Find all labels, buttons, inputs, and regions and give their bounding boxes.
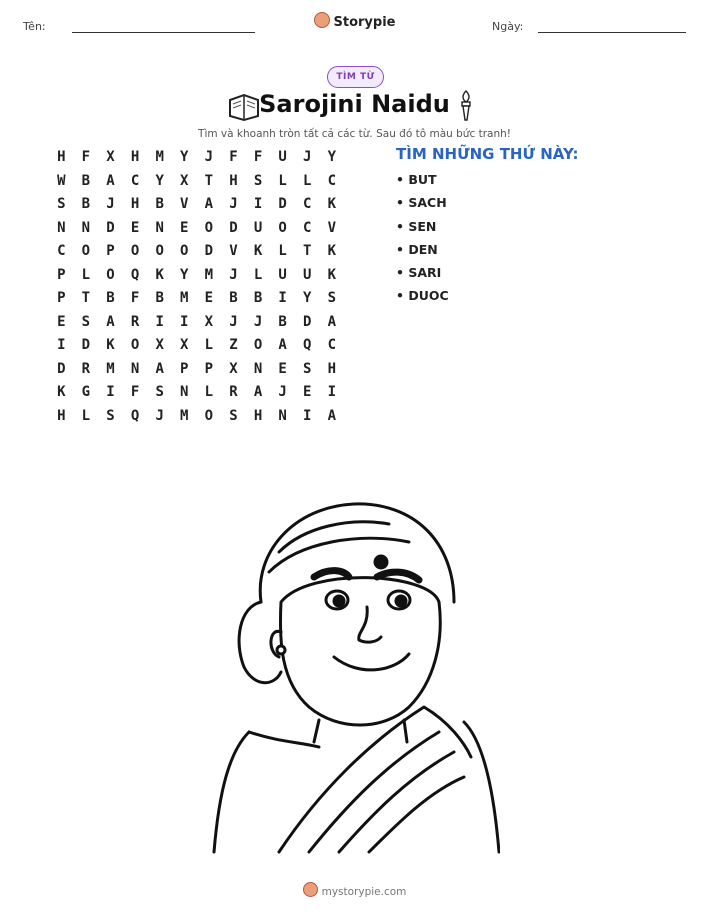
grid-letter[interactable]: J bbox=[303, 149, 312, 165]
grid-letter[interactable]: J bbox=[106, 196, 115, 212]
grid-letter[interactable]: I bbox=[155, 313, 164, 330]
grid-letter[interactable]: J bbox=[204, 149, 214, 165]
grid-letter[interactable]: L bbox=[278, 243, 287, 259]
grid-letter[interactable]: T bbox=[303, 243, 312, 259]
grid-letter[interactable]: C bbox=[57, 243, 66, 259]
grid-letter[interactable]: S bbox=[81, 313, 91, 330]
grid-letter[interactable]: V bbox=[180, 196, 189, 212]
grid-letter[interactable]: U bbox=[278, 149, 287, 165]
grid-letter[interactable]: X bbox=[180, 337, 189, 353]
grid-row bbox=[49, 218, 344, 242]
grid-letter[interactable]: E bbox=[57, 313, 66, 330]
grid-letter[interactable]: H bbox=[57, 149, 66, 165]
grid-letter[interactable]: R bbox=[229, 384, 238, 400]
word-item: • DEN bbox=[396, 241, 438, 257]
grid-letter[interactable]: N bbox=[180, 384, 189, 400]
grid-letter[interactable]: U bbox=[303, 266, 312, 283]
grid-letter[interactable]: K bbox=[57, 384, 66, 400]
footer-url[interactable]: mystorypie.com bbox=[321, 886, 407, 898]
grid-letter[interactable]: H bbox=[57, 407, 66, 424]
grid-letter[interactable]: N bbox=[155, 219, 164, 236]
grid-letter[interactable]: L bbox=[204, 337, 214, 353]
grid-letter[interactable]: I bbox=[253, 196, 263, 212]
grid-letter[interactable]: L bbox=[204, 384, 214, 400]
grid-letter[interactable]: M bbox=[155, 149, 164, 165]
grid-letter[interactable]: H bbox=[327, 360, 337, 377]
grid-letter[interactable]: R bbox=[130, 313, 140, 330]
grid-letter[interactable]: X bbox=[106, 149, 115, 165]
grid-letter[interactable]: O bbox=[180, 243, 189, 259]
grid-letter[interactable]: D bbox=[57, 360, 66, 377]
grid-letter[interactable]: S bbox=[253, 172, 263, 189]
grid-letter[interactable]: J bbox=[253, 313, 263, 330]
grid-letter[interactable]: C bbox=[303, 219, 312, 236]
grid-letter[interactable]: X bbox=[155, 337, 164, 353]
grid-letter[interactable]: M bbox=[204, 266, 214, 283]
grid-letter[interactable]: Q bbox=[303, 337, 312, 353]
word-item: • SACH bbox=[396, 195, 447, 211]
grid-letter[interactable]: D bbox=[303, 313, 312, 330]
grid-letter[interactable]: E bbox=[130, 219, 140, 236]
grid-letter[interactable]: M bbox=[106, 360, 115, 377]
grid-letter[interactable]: A bbox=[106, 313, 115, 330]
grid-letter[interactable]: C bbox=[327, 172, 337, 189]
grid-letter[interactable]: A bbox=[327, 313, 337, 330]
grid-letter[interactable]: L bbox=[278, 172, 287, 189]
grid-letter[interactable]: V bbox=[229, 243, 238, 259]
grid-letter[interactable]: O bbox=[278, 219, 287, 236]
grid-row bbox=[49, 194, 344, 218]
grid-letter[interactable]: Q bbox=[130, 407, 140, 424]
grid-letter[interactable]: P bbox=[180, 360, 189, 377]
word-item: • SEN bbox=[396, 218, 437, 234]
grid-letter[interactable]: X bbox=[180, 172, 189, 189]
grid-letter[interactable]: J bbox=[229, 196, 238, 212]
word-item: • SARI bbox=[396, 265, 442, 281]
torch-icon bbox=[457, 90, 475, 122]
grid-letter[interactable]: N bbox=[57, 219, 66, 236]
grid-letter[interactable]: L bbox=[81, 266, 91, 283]
grid-letter[interactable]: A bbox=[253, 384, 263, 400]
grid-letter[interactable]: T bbox=[81, 290, 91, 306]
grid-letter[interactable]: O bbox=[130, 243, 140, 259]
grid-letter[interactable]: I bbox=[57, 337, 66, 353]
grid-letter[interactable]: S bbox=[229, 407, 238, 424]
grid-letter[interactable]: D bbox=[106, 219, 115, 236]
grid-letter[interactable]: O bbox=[155, 243, 164, 259]
word-search-grid[interactable] bbox=[49, 147, 344, 429]
grid-letter[interactable]: B bbox=[278, 313, 287, 330]
grid-letter[interactable]: Z bbox=[229, 337, 238, 353]
grid-letter[interactable]: K bbox=[327, 243, 337, 259]
coloring-illustration[interactable] bbox=[209, 492, 500, 854]
grid-letter[interactable]: O bbox=[81, 243, 91, 259]
page-title: Sarojini Naidu bbox=[259, 90, 450, 118]
grid-letter[interactable]: R bbox=[81, 360, 91, 377]
grid-letter[interactable]: S bbox=[57, 196, 66, 212]
grid-letter[interactable]: D bbox=[278, 196, 287, 212]
grid-letter[interactable]: G bbox=[81, 384, 91, 400]
activity-badge: TÌM TỪ bbox=[327, 66, 384, 88]
grid-letter[interactable]: L bbox=[81, 407, 91, 424]
grid-letter[interactable]: J bbox=[155, 407, 164, 424]
grid-letter[interactable]: E bbox=[204, 290, 214, 306]
grid-letter[interactable]: J bbox=[278, 384, 287, 400]
word-item: • DUOC bbox=[396, 288, 449, 304]
word-list-title: TÌM NHỮNG THỨ NÀY: bbox=[396, 145, 579, 163]
grid-letter[interactable]: Q bbox=[130, 266, 140, 283]
grid-letter[interactable]: H bbox=[253, 407, 263, 424]
grid-letter[interactable]: I bbox=[278, 290, 287, 306]
grid-row bbox=[49, 359, 344, 383]
word-list bbox=[396, 172, 449, 312]
grid-letter[interactable]: J bbox=[229, 313, 238, 330]
grid-letter[interactable]: Y bbox=[303, 290, 312, 306]
grid-letter[interactable]: C bbox=[303, 196, 312, 212]
grid-letter[interactable]: Y bbox=[155, 172, 164, 189]
grid-letter[interactable]: N bbox=[81, 219, 91, 236]
grid-letter[interactable]: X bbox=[204, 313, 214, 330]
grid-letter[interactable]: A bbox=[204, 196, 214, 212]
grid-letter[interactable]: S bbox=[303, 360, 312, 377]
grid-letter[interactable]: O bbox=[130, 337, 140, 353]
date-field-line[interactable] bbox=[538, 32, 686, 33]
grid-letter[interactable]: N bbox=[278, 407, 287, 424]
grid-letter[interactable]: L bbox=[303, 172, 312, 189]
grid-letter[interactable]: D bbox=[204, 243, 214, 259]
grid-letter[interactable]: K bbox=[253, 243, 263, 259]
grid-letter[interactable]: P bbox=[106, 243, 115, 259]
grid-row bbox=[49, 335, 344, 359]
grid-letter[interactable]: K bbox=[327, 266, 337, 283]
name-field-line[interactable] bbox=[72, 32, 255, 33]
grid-letter[interactable]: B bbox=[81, 172, 91, 189]
grid-letter[interactable]: V bbox=[327, 219, 337, 236]
grid-row bbox=[49, 265, 344, 289]
grid-row bbox=[49, 382, 344, 406]
grid-letter[interactable]: J bbox=[229, 266, 238, 283]
grid-row bbox=[49, 241, 344, 265]
grid-letter[interactable]: Y bbox=[180, 149, 189, 165]
word-item: • BUT bbox=[396, 172, 437, 187]
name-label: Tên: bbox=[23, 20, 46, 33]
grid-letter[interactable]: Y bbox=[327, 149, 337, 165]
grid-letter[interactable]: M bbox=[180, 290, 189, 306]
grid-letter[interactable]: B bbox=[253, 290, 263, 306]
grid-letter[interactable]: E bbox=[180, 219, 189, 236]
brand bbox=[0, 12, 709, 30]
grid-letter[interactable]: P bbox=[204, 360, 214, 377]
grid-letter[interactable]: I bbox=[327, 384, 337, 400]
grid-letter[interactable]: B bbox=[81, 196, 91, 212]
grid-row bbox=[49, 406, 344, 430]
grid-letter[interactable]: F bbox=[130, 290, 140, 306]
grid-letter[interactable]: I bbox=[106, 384, 115, 400]
grid-letter[interactable]: F bbox=[229, 149, 238, 165]
grid-letter[interactable]: M bbox=[180, 407, 189, 424]
grid-letter[interactable]: L bbox=[253, 266, 263, 283]
grid-letter[interactable]: E bbox=[303, 384, 312, 400]
grid-row bbox=[49, 312, 344, 336]
grid-letter[interactable]: A bbox=[327, 407, 337, 424]
grid-letter[interactable]: F bbox=[253, 149, 263, 165]
grid-letter[interactable]: P bbox=[57, 290, 66, 306]
grid-letter[interactable]: I bbox=[180, 313, 189, 330]
grid-letter[interactable]: O bbox=[204, 219, 214, 236]
grid-letter[interactable]: O bbox=[204, 407, 214, 424]
storypie-logo-icon bbox=[303, 882, 318, 897]
grid-letter[interactable]: X bbox=[229, 360, 238, 377]
grid-letter[interactable]: B bbox=[155, 196, 164, 212]
grid-letter[interactable]: Y bbox=[180, 266, 189, 283]
grid-letter[interactable]: A bbox=[106, 172, 115, 189]
grid-letter[interactable]: S bbox=[327, 290, 337, 306]
grid-row bbox=[49, 147, 344, 171]
instructions: Tìm và khoanh tròn tất cả các từ. Sau đó tô màu bức tranh! bbox=[198, 128, 511, 140]
grid-letter[interactable]: F bbox=[81, 149, 91, 165]
grid-letter[interactable]: D bbox=[81, 337, 91, 353]
grid-letter[interactable]: E bbox=[278, 360, 287, 377]
grid-letter[interactable]: A bbox=[278, 337, 287, 353]
grid-letter[interactable]: B bbox=[229, 290, 238, 306]
grid-letter[interactable]: W bbox=[57, 172, 66, 189]
grid-row bbox=[49, 171, 344, 195]
grid-letter[interactable]: S bbox=[106, 407, 115, 424]
grid-letter[interactable]: N bbox=[253, 360, 263, 377]
grid-letter[interactable]: I bbox=[303, 407, 312, 424]
grid-letter[interactable]: F bbox=[130, 384, 140, 400]
grid-letter[interactable]: K bbox=[155, 266, 164, 283]
grid-letter[interactable]: H bbox=[229, 172, 238, 189]
brand-name: Storypie bbox=[333, 15, 396, 30]
grid-letter[interactable]: B bbox=[155, 290, 164, 306]
grid-letter[interactable]: P bbox=[57, 266, 66, 283]
grid-letter[interactable]: C bbox=[130, 172, 140, 189]
grid-letter[interactable]: A bbox=[155, 360, 164, 377]
date-label: Ngày: bbox=[492, 20, 524, 33]
footer bbox=[0, 882, 709, 898]
grid-letter[interactable]: H bbox=[130, 149, 140, 165]
grid-letter[interactable]: U bbox=[253, 219, 263, 236]
grid-letter[interactable]: T bbox=[204, 172, 214, 189]
grid-letter[interactable]: O bbox=[106, 266, 115, 283]
grid-row bbox=[49, 288, 344, 312]
storypie-logo-icon bbox=[314, 12, 330, 28]
grid-letter[interactable]: N bbox=[130, 360, 140, 377]
grid-letter[interactable]: K bbox=[106, 337, 115, 353]
grid-letter[interactable]: S bbox=[155, 384, 164, 400]
grid-letter[interactable]: U bbox=[278, 266, 287, 283]
grid-letter[interactable]: O bbox=[253, 337, 263, 353]
grid-letter[interactable]: H bbox=[130, 196, 140, 212]
grid-letter[interactable]: B bbox=[106, 290, 115, 306]
grid-letter[interactable]: C bbox=[327, 337, 337, 353]
grid-letter[interactable]: D bbox=[229, 219, 238, 236]
grid-letter[interactable]: K bbox=[327, 196, 337, 212]
